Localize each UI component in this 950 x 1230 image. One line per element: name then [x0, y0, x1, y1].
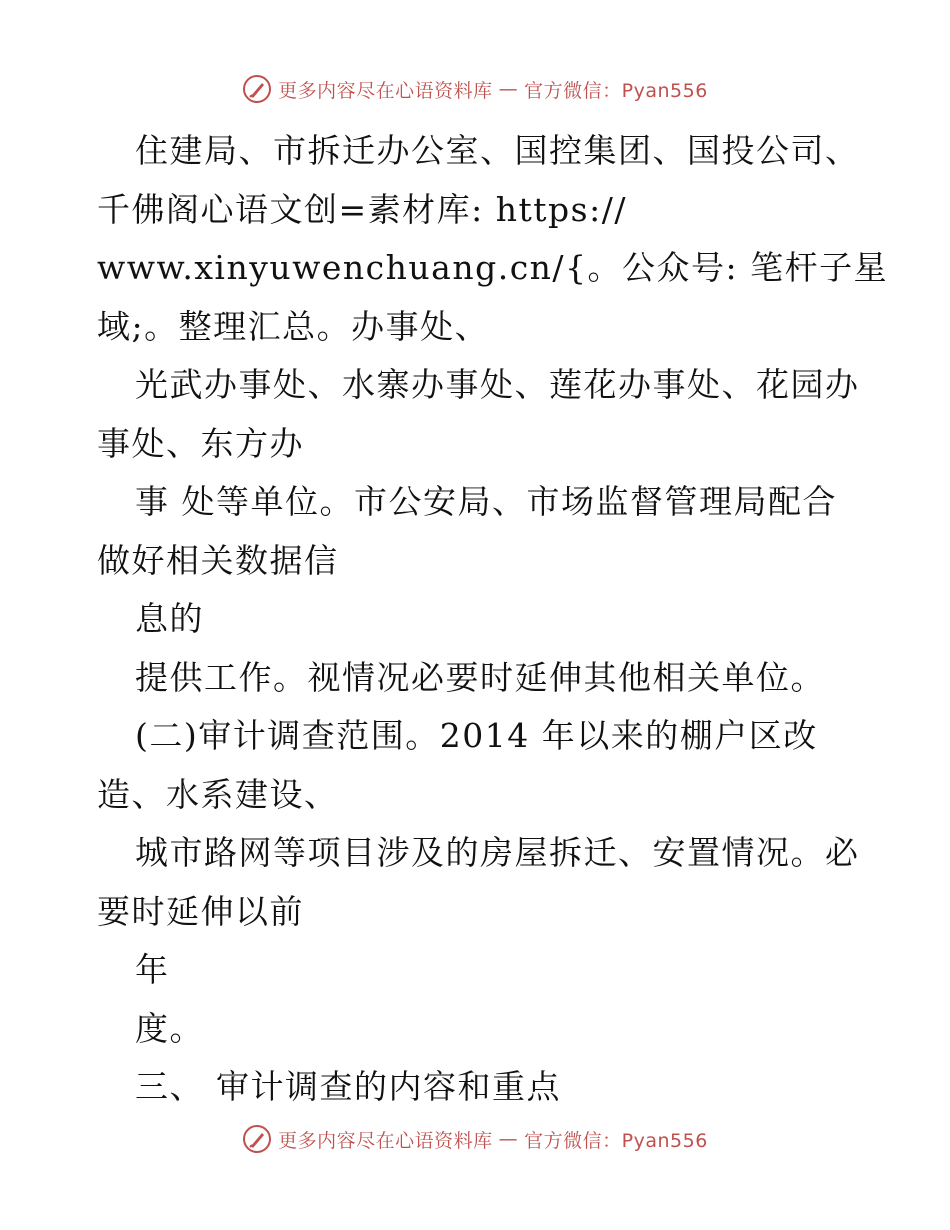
section-heading: 三、 审计调查的内容和重点	[135, 1067, 561, 1106]
feather-pen-icon	[242, 1124, 272, 1154]
paragraph-line: (二)审计调查范围。2014 年以来的棚户区改	[135, 716, 818, 755]
feather-pen-icon	[242, 74, 272, 104]
paragraph-line: 域;。整理汇总。办事处、	[97, 306, 490, 346]
paragraph-line: www.xinyuwenchuang.cn/{。公众号: 笔杆子星	[97, 248, 889, 287]
paragraph-line: 息的	[135, 599, 204, 638]
paragraph-line: 要时延伸以前	[97, 891, 304, 931]
paragraph-line: 千佛阁心语文创=素材库: https://	[97, 189, 627, 229]
banner-text: 更多内容尽在心语资料库	[278, 1129, 493, 1152]
paragraph-line: 度。	[135, 1008, 204, 1048]
paragraph-line: 光武办事处、水寨办事处、莲花办事处、花园办	[135, 365, 860, 404]
banner-separator: —	[498, 1128, 519, 1150]
paragraph-line: 事处、东方办	[97, 423, 304, 463]
banner-contact: 官方微信：Pyan556	[524, 1129, 708, 1152]
paragraph-line: 城市路网等项目涉及的房屋拆迁、安置情况。必	[135, 833, 860, 872]
paragraph-line: 提供工作。视情况必要时延伸其他相关单位。	[135, 657, 825, 697]
banner-separator: —	[498, 78, 519, 100]
paragraph-line: 做好相关数据信	[97, 540, 339, 580]
paragraph-line: 事 处等单位。市公安局、市场监督管理局配合	[135, 482, 837, 521]
footer-banner	[0, 1124, 950, 1154]
paragraph-line: 年	[135, 950, 170, 989]
paragraph-line: 造、水系建设、	[97, 774, 339, 814]
document-body	[97, 122, 887, 1117]
paragraph-line: 住建局、市拆迁办公室、国控集团、国投公司、	[135, 131, 860, 170]
header-banner	[0, 74, 950, 104]
banner-contact: 官方微信：Pyan556	[524, 79, 708, 102]
banner-text: 更多内容尽在心语资料库	[278, 79, 493, 102]
